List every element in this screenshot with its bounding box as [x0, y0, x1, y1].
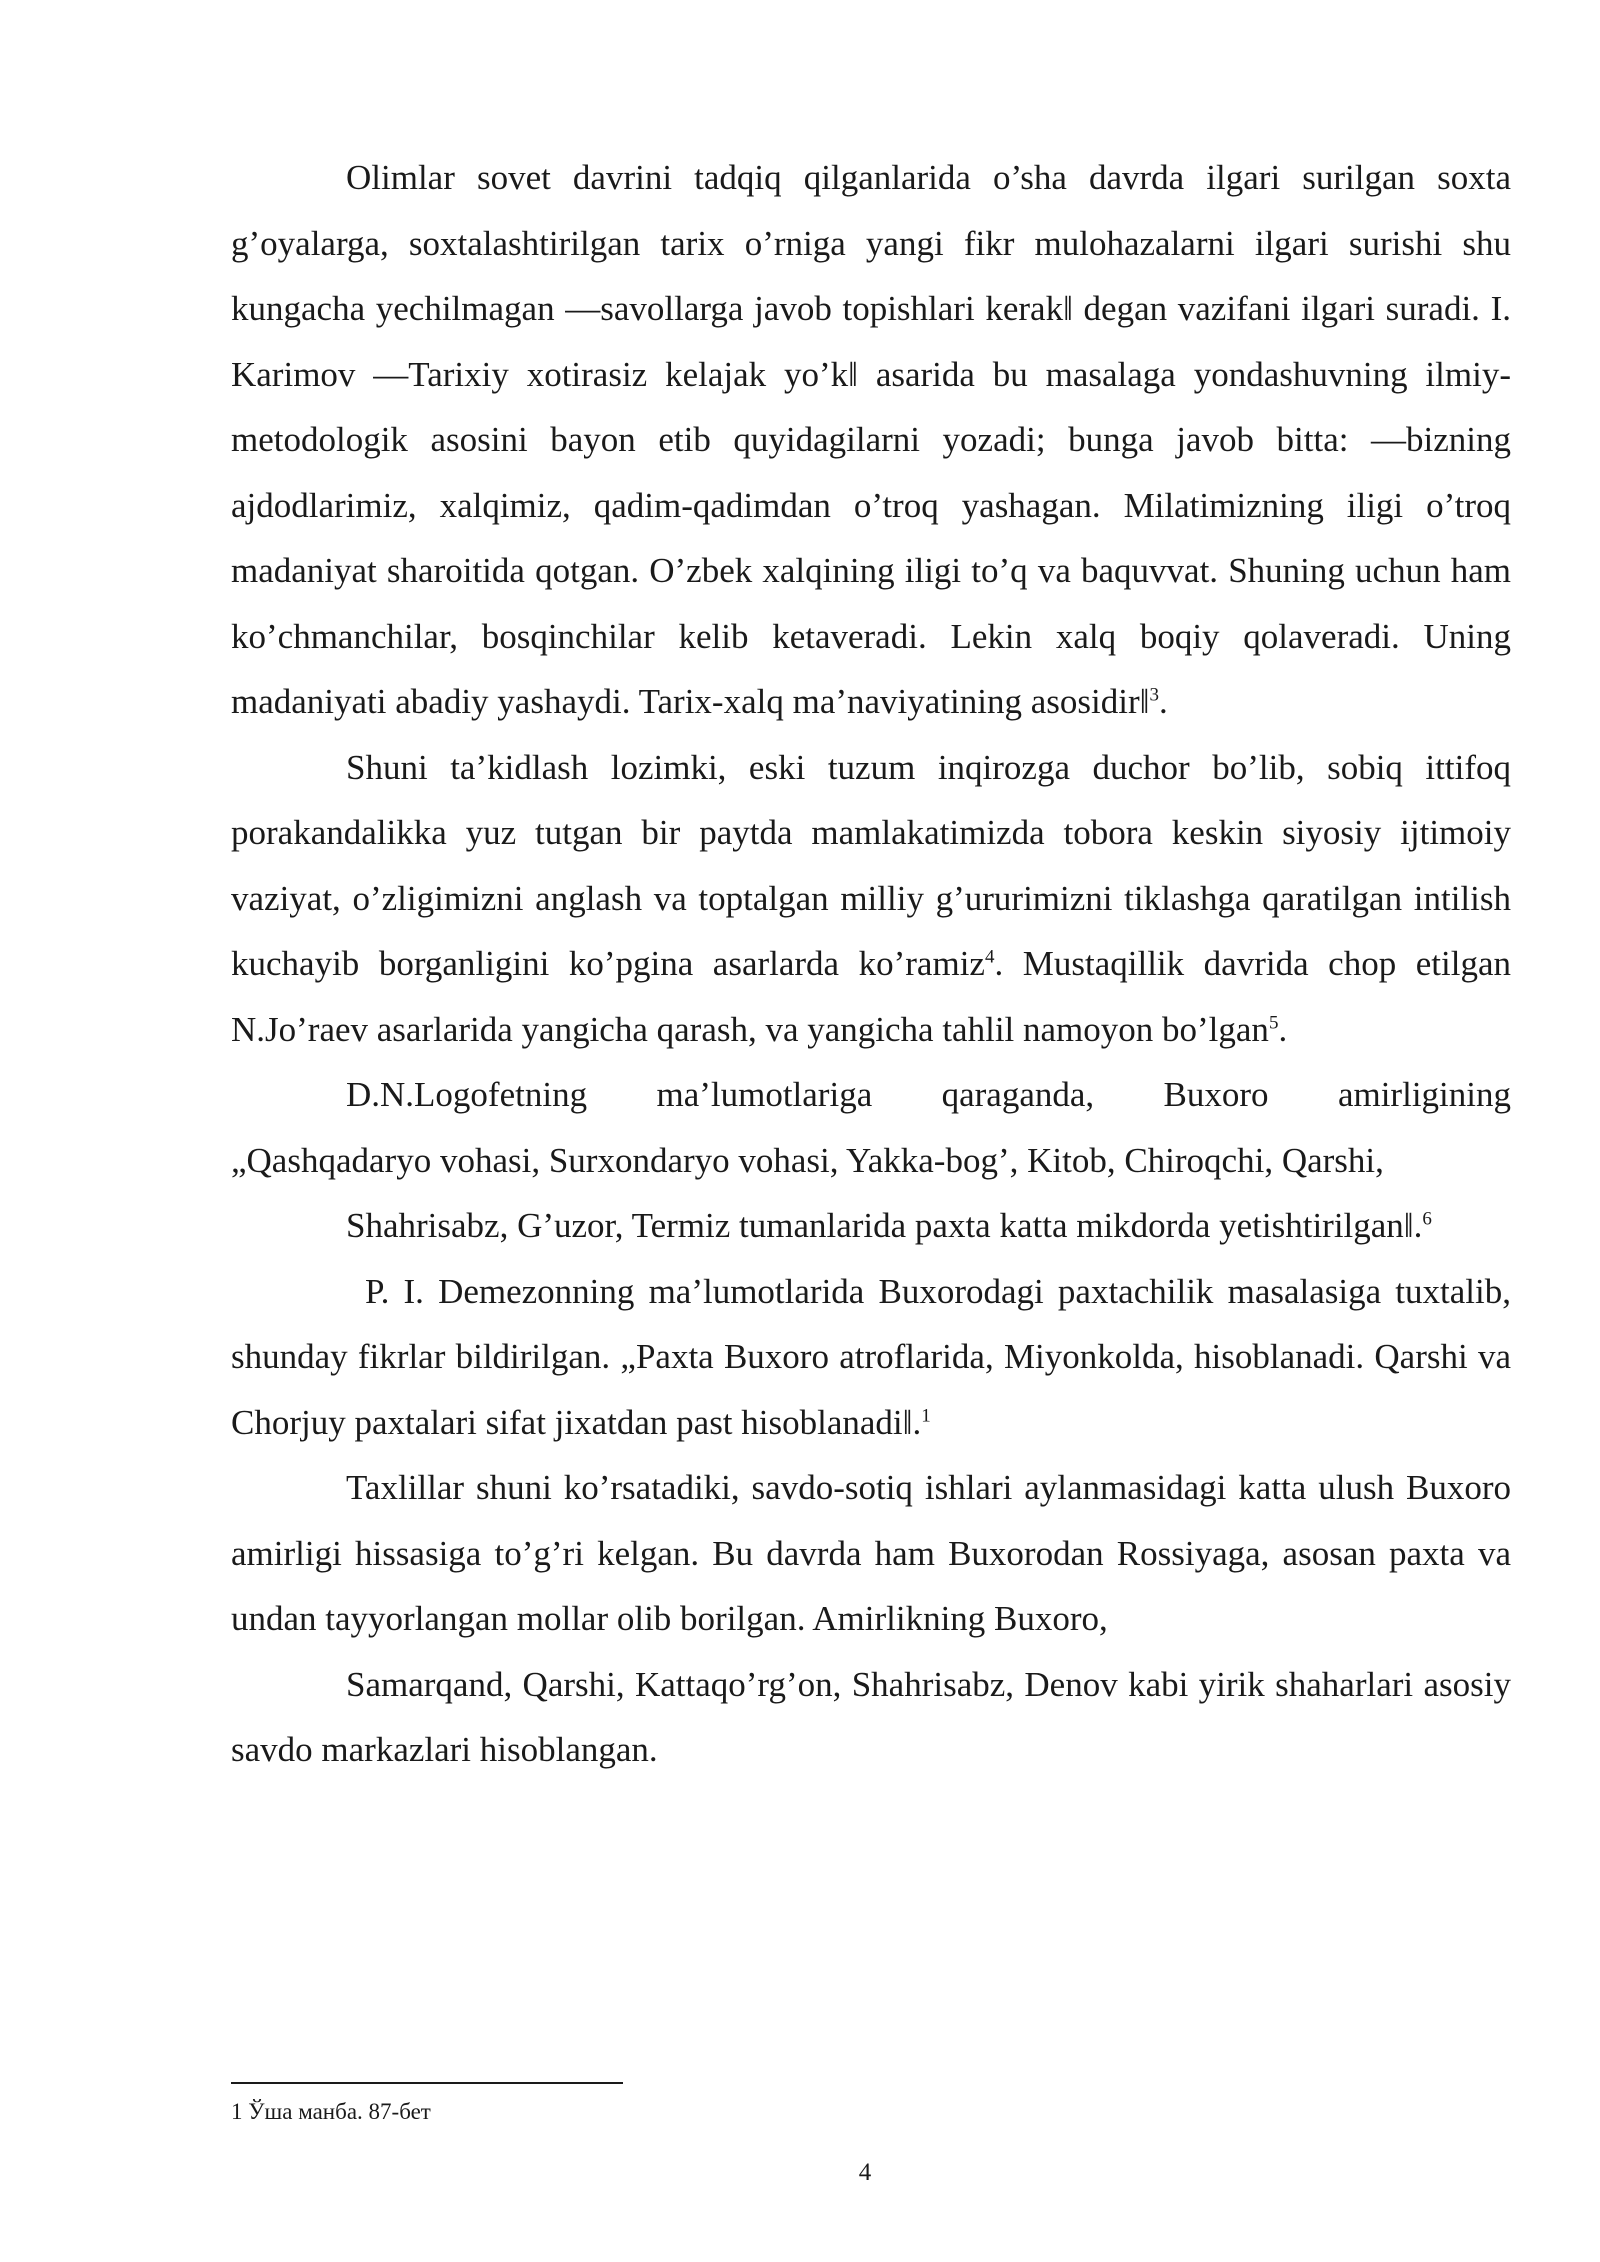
footnote-ref-4: 4 — [984, 946, 995, 968]
page-number: 4 — [858, 2159, 872, 2186]
paragraph-2-end: . — [1278, 1009, 1288, 1049]
paragraph-5 — [231, 1259, 1511, 1456]
paragraph-2-text-a: Shuni ta’kidlash lozimki, eski tuzum inqirozga duchor bo’lib, sobiq ittifoq porakandalikka yuz tutgan bir paytda mamlakatimizda tobora keskin siyosiy ijtimoiy vaziyat, o’zligimizni anglash va toptalgan milliy g’ururimizni tiklashga qaratilgan intilish kuchayib borganligini ko’pgina asarlarda ko’ramiz — [231, 747, 1511, 983]
paragraph-1-text: Olimlar sovet davrini tadqiq qilganlarida o’sha davrda ilgari surilgan soxta g’oyalarga, soxtalashtirilgan tarix o’rniga yangi fikr mulohazalarni ilgari surishi shu kungacha yechilmagan ―savollarga javob topishlari kerak‖ degan vazifani ilgari suradi. I. Karimov ―Tarixiy xotirasiz kelajak yo’k‖ asarida bu masalaga yondashuvning ilmiy-metodologik asosini bayon etib quyidagilarni yozadi; bunga javob bitta: ―bizning ajdodlarimiz, xalqimiz, qadim-qadimdan o’troq yashagan. Milatimizning iligi o’troq madaniyat sharoitida qotgan. O’zbek xalqining iligi to’q va baquvvat. Shuning uchun ham ko’chmanchilar, bosqinchilar kelib ketaveradi. Lekin xalq boqiy qolaveradi. Uning madaniyati abadiy yashaydi. Tarix-xalq ma’naviyatining asosidir‖ — [231, 158, 1511, 721]
paragraph-7: Samarqand, Qarshi, Kattaqo’rg’on, Shahrisabz, Denov kabi yirik shaharlari asosiy savdo markazlari hisoblangan. — [231, 1664, 1511, 1769]
paragraph-1-end: . — [1158, 682, 1168, 721]
footnote-ref-3: 3 — [1149, 684, 1159, 706]
footnote-ref-1: 1 — [921, 1404, 931, 1426]
footnote — [231, 2097, 431, 2127]
paragraph-2-text-b: . Mustaqillik davrida chop etilgan N.Jo’raev asarlarida yangicha qarash, va yangicha tahlil namoyon bo’lgan — [231, 944, 1511, 1049]
paragraph-1 — [231, 145, 1511, 735]
footnote-number: 1 — [231, 2099, 243, 2124]
paragraph-3-line-2: „Qashqadaryo vohasi, Surxondaryo vohasi, Yakka-bog’, Kitob, Chiroqchi, Qarshi, — [231, 1140, 1384, 1180]
body-text — [231, 145, 1511, 1783]
footnote-separator — [231, 2082, 623, 2084]
paragraph-5-text: P. I. Demezonning ma’lumotlarida Buxorodagi paxtachilik masalasiga tuxtalib, shunday fikrlar bildirilgan. „Paxta Buxoro atroflarida, Miyonkolda, hisoblanadi. Qarshi va Chorjuy paxtalari sifat jixatdan past hisoblanadi‖. — [231, 1271, 1511, 1442]
footnote-ref-5: 5 — [1268, 1011, 1279, 1033]
footnote-text: Ўша манба. 87-бет — [248, 2099, 431, 2124]
paragraph-4-text: Shahrisabz, G’uzor, Termiz tumanlarida paxta katta mikdorda yetishtirilgan‖. — [346, 1206, 1423, 1245]
footnote-ref-6: 6 — [1422, 1208, 1432, 1230]
paragraph-2 — [231, 735, 1511, 1063]
paragraph-4 — [231, 1193, 1511, 1259]
paragraph-3-line-1: D.N.Logofetning ma’lumotlariga qaraganda, Buxoro amirligining — [346, 1075, 1511, 1114]
paragraph-6: Taxlillar shuni ko’rsatadiki, savdo-sotiq ishlari aylanmasidagi katta ulush Buxoro amirligi hissasiga to’g’ri kelgan. Bu davrda ham Buxorodan Rossiyaga, asosan paxta va undan tayyorlangan mollar olib borilgan. Amirlikning Buxoro, — [231, 1468, 1511, 1638]
